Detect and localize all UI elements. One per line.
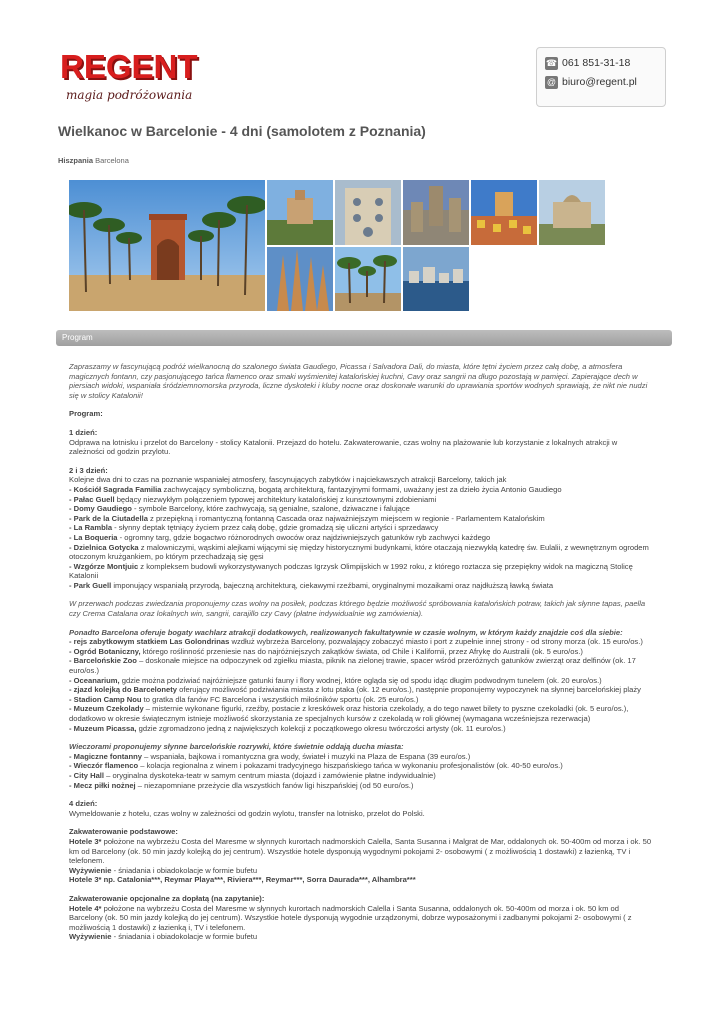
page-title: Wielkanoc w Barcelonie - 4 dni (samolotem z Poznania) xyxy=(58,123,426,139)
email-address[interactable]: biuro@regent.pl xyxy=(562,76,637,88)
optional-heading: Ponadto Barcelona oferuje bogaty wachlarz atrakcji dodatkowych, realizowanych fakultatywnie w czasie wolnym, w którym każdy znajdzie coś dla siebie: xyxy=(69,627,623,637)
evening-heading: Wieczorami proponujemy słynne barcelońskie rozrywki, które świetnie oddają ducha miasta: xyxy=(69,742,404,752)
logo-wordmark: REGENT xyxy=(60,48,198,85)
accommodation-optional-text: Hotele 4* położone na wybrzeżu Costa del Maresme w słynnych kurortach nadmorskich Calella i Santa Susanna, oddalonych ok. 50-400m od morza i ok. 50 km od Barcelony (ok. 50 min jazdy kolejką do jej centrum). Wszystkie hotele dysponują wygodnie urządzonymi, dobrze wyposażonymi i zadbanymi pokojami 2- osobowymi ( z możliwością 1 dostawki) z łazienką i, TV i telefonem. xyxy=(69,903,632,932)
accommodation-basic-food: Wyżywienie - śniadania i obiadokolacje w formie bufetu xyxy=(69,865,258,875)
program-section-bar xyxy=(56,330,672,346)
list-item: - Pałac Guell będący niezwykłym połączeniem typowej architektury katalońskiej z kunsztownymi zdobieniami xyxy=(69,494,437,504)
day4-heading: 4 dzień: xyxy=(69,799,98,809)
program-bar-label: Program xyxy=(62,333,93,342)
breadcrumb-city[interactable]: Barcelona xyxy=(95,156,129,165)
list-item: - rejs zabytkowym statkiem Las Golondrinas wzdłuż wybrzeża Barcelony, pozwalający zobaczyć miasto i port z zupełnie innej strony - od strony morza (ok. 15 euro/os.) xyxy=(69,637,643,647)
contact-box xyxy=(536,47,666,107)
list-item: - La Boqueria - ogromny targ, gdzie bogactwo różnorodnych owoców oraz najdziwniejszych gatunków ryb zachwyci każdego xyxy=(69,532,491,542)
list-item: - Wzgórze Montjuic z kompleksem budowli wykorzystywanych podczas Igrzysk Olimpijskich w 1992 roku, z którego roztacza się przepiękny widok na magiczną Stolicę Katalonii xyxy=(69,561,633,581)
accommodation-optional-food: Wyżywienie - śniadania i obiadokolacje w formie bufetu xyxy=(69,932,258,942)
list-item: - Mecz piłki nożnej – niezapomniane przeżycie dla wszystkich fanów ligi hiszpańskiej (od 50 euro/os.) xyxy=(69,780,414,790)
contact-email xyxy=(545,74,637,90)
thumb-city-street[interactable] xyxy=(267,180,333,245)
list-item: - Kościół Sagrada Familia zachwycający symboliczną, bogatą architekturą, fantazyjnymi formami, uważany jest za dzieło życia Antonio Gaudiego xyxy=(69,484,562,494)
day4-text: Wymeldowanie z hotelu, czas wolny w zależności od godzin wylotu, transfer na lotnisko, przelot do Polski. xyxy=(69,808,425,818)
at-icon: @ xyxy=(546,77,557,87)
intro-text: Zapraszamy w fascynującą podróż wielkanocną do szalonego świata Gaudiego, Picassa i Salvadora Dali, do miasta, które tętni życiem przez całą dobę, a atmosfera magicznych fontann, czy pasjonującego tańca flamenco oraz smaki wyśmienitej katalońskiej kuchni, Cavy oraz sangrii na długo pozostają w pamięci. Zapierające dech w piersiach widoki, wspaniała śródziemnomorska przyroda, liczne dyskoteki i kluby nocne oraz doskonałe warunki do uprawiania sportów wodnych sprawiają, że nikt nie nudzi się w stolicy Katalonii! xyxy=(69,362,648,400)
contact-phone xyxy=(545,55,630,71)
list-item: - Stadion Camp Nou to gratka dla fanów FC Barcelona i wszystkich miłośników sportu (ok. 25 euro/os.) xyxy=(69,694,419,704)
day23-text: Kolejne dwa dni to czas na poznanie wspaniałej atmosfery, fascynujących zabytków i najciekawszych atrakcji Barcelony, takich jak xyxy=(69,475,507,485)
day1-text: Odprawa na lotnisku i przelot do Barcelony - stolicy Katalonii. Przejazd do hotelu. Zakwaterowanie, czas wolny na plażowanie lub korzystanie z lokalnych atrakcji w zależności od godzin przylotu. xyxy=(69,437,618,457)
thumb-palm-avenue[interactable] xyxy=(335,247,401,311)
accommodation-optional-heading: Zakwaterowanie opcjonalne za dopłatą (na zapytanie): xyxy=(69,893,265,903)
list-item: - Muzeum Picassa, gdzie zgromadzono jedną z największych kolekcji z początkowego okresu twórczości artysty (ok. 11 euro/os.) xyxy=(69,723,506,733)
list-item: - Domy Gaudiego - symbole Barcelony, które zachwycają, są genialne, szalone, dziwaczne i falujące xyxy=(69,504,410,514)
thumb-sagrada-familia[interactable] xyxy=(267,247,333,311)
list-item: - Ogród Botaniczny, którego roślinność przeniesie nas do najróżniejszych zakątków świata, od Chile i Kalifornii, przez Afrykę do Australii (ok. 5 euro/os.) xyxy=(69,646,583,656)
thumb-port-vell[interactable] xyxy=(403,247,469,311)
thumb-montjuic-palace[interactable] xyxy=(539,180,605,245)
list-item: - Muzeum Czekolady – misternie wykonane figurki, rzeźby, postacie z kreskówek oraz historia czekolady, a do tego nawet bilety to pyszne czekoladki (ok. 5 euro/os.), dodatkowo w okresie świątecznym istnieje możliwość skorzystania ze specjalnych kursów z czekoladą w roli głównej (wymagana wcześniejsza rezerwacja) xyxy=(69,704,629,723)
list-item: - Dzielnica Gotycka z malowniczymi, wąskimi alejkami wijącymi się między historycznymi budynkami, które otaczają niezwykłą katedrę św. Eulalii, z wewnętrznym ogrodem otoczonym krużgankiem, po którym przechadzają się gęsi xyxy=(69,542,649,562)
program-content xyxy=(69,362,654,942)
phone-icon: ☎ xyxy=(545,57,558,68)
accommodation-basic-text: Hotele 3* położone na wybrzeżu Costa del Maresme w słynnych kurortach nadmorskich Calella, Santa Susanna i Malgrat de Mar, oddalonych ok. 50-400m od morza i ok. 50 km od Barcelony (ok. 50 min jazdy kolejką do jej centrum). Wszystkie hotele dysponują wygodnymi pokojami 2- osobowymi ( z możliwością 1 dostawki) z łazienką, TV i telefonem. xyxy=(69,836,652,866)
accommodation-basic-heading: Zakwaterowanie podstawowe: xyxy=(69,827,178,837)
list-item: - Park de la Ciutadella z przepiękną i romantyczną fontanną Cascada oraz najważniejszym miejscem w regionie - Parlamentem Katalońskim xyxy=(69,513,545,523)
list-item: - zjazd kolejką do Barcelonety oferujący możliwość podziwiania miasta z lotu ptaka (ok. 12 euro/os.), następnie proponujemy wypoczynek na słynnej barcelońskiej plaży xyxy=(69,685,641,695)
logo-tagline: magia podróżowania xyxy=(66,88,193,102)
meal-note: W przerwach podczas zwiedzania proponujemy czas wolny na posiłek, podczas którego będzie możliwość spróbowania katalońskich potraw, takich jak słynne tapas, paella czy Crema Catalana oraz lokalnych win, sangrii, carajillo czy Cavy (płatne indywidualnie wg zamówienia). xyxy=(69,599,646,619)
day23-heading: 2 i 3 dzień: xyxy=(69,465,108,475)
list-item: - Park Guell imponujący wspaniałą przyrodą, bajeczną architekturą, ciekawymi rzeźbami, oryginalnymi mozaikami oraz najdłuższą ławką świata xyxy=(69,580,554,590)
list-item: - Magiczne fontanny – wspaniała, bajkowa i romantyczna gra wody, świateł i muzyki na Plaza de Espana (39 euro/os.) xyxy=(69,751,471,761)
main-photo-arc-de-triomf[interactable] xyxy=(69,180,265,311)
phone-number[interactable]: 061 851-31-18 xyxy=(562,57,631,69)
list-item: - Oceanarium, gdzie można podziwiać najróżniejsze gatunki fauny i flory wodnej, które ogląda się od spodu idąc długim podwodnym tunelem (ok. 20 euro/os.) xyxy=(69,675,602,685)
accommodation-basic-examples: Hotele 3* np. Catalonia***, Reymar Playa***, Riviera***, Reymar***, Sorra Daurada***, Alhambra*** xyxy=(69,875,416,885)
breadcrumb xyxy=(58,156,129,165)
breadcrumb-country[interactable]: Hiszpania xyxy=(58,156,94,165)
thumb-casa-batllo[interactable] xyxy=(335,180,401,245)
list-item: - La Rambla - słynny deptak tętniący życiem przez całą dobę, gdzie gromadzą się uliczni artyści i sprzedawcy xyxy=(69,523,439,533)
list-item: - Wieczór flamenco – kolacja regionalna z winem i pokazami tradycyjnego hiszpańskiego tańca w wykonaniu profesjonalistów (ok. 40-50 euro/os.) xyxy=(69,761,563,771)
regent-logo[interactable] xyxy=(60,50,212,106)
program-heading: Program: xyxy=(69,409,103,419)
thumb-gothic-quarter[interactable] xyxy=(403,180,469,245)
list-item: - Barcelońskie Zoo – doskonałe miejsce na odpoczynek od zgiełku miasta, piknik na zielonej trawie, spacer wśród przeróżnych gatunków zwierząt oraz delfinów (ok. 17 euro/os.) xyxy=(69,656,636,676)
thumb-park-guell[interactable] xyxy=(471,180,537,245)
list-item: - City Hall – oryginalna dyskoteka-teatr w samym centrum miasta (dojazd i zamówienie płatne indywidualnie) xyxy=(69,770,436,780)
day1-heading: 1 dzień: xyxy=(69,427,98,437)
